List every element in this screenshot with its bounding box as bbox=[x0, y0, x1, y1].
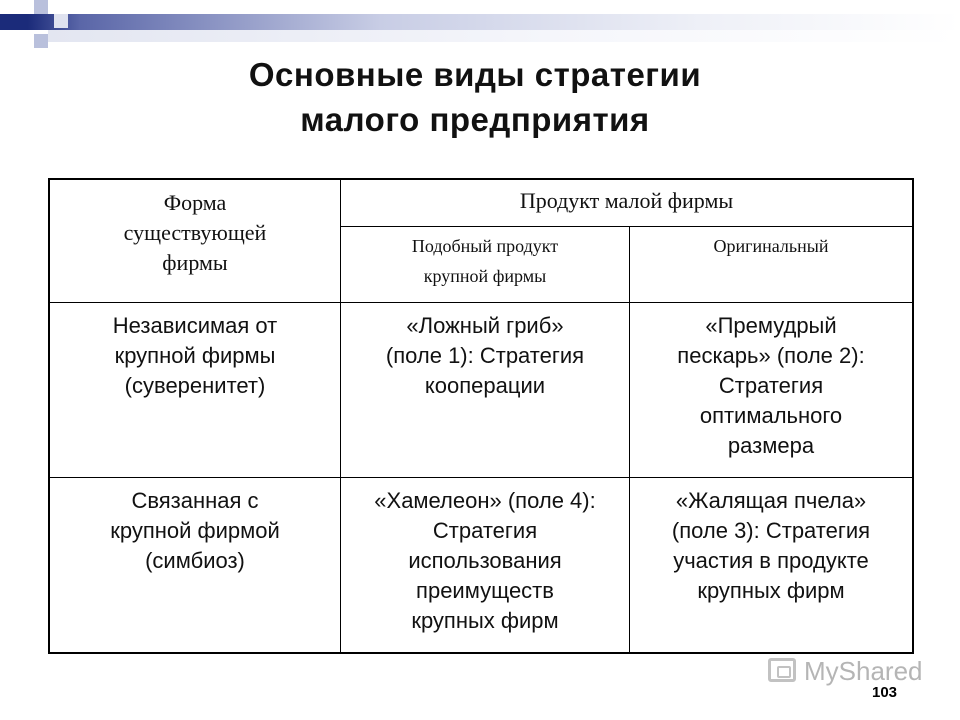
watermark-text: MyShared bbox=[804, 656, 923, 686]
subheader-similar-cell: Подобный продукт крупной фирмы bbox=[341, 227, 630, 303]
table-row bbox=[49, 303, 913, 478]
watermark-logo bbox=[768, 656, 928, 690]
row-original-cell: «Премудрый пескарь» (поле 2): Стратегия оптимального размера bbox=[630, 303, 914, 478]
slide-title-line: малого предприятия bbox=[300, 101, 650, 138]
header-gradient-strip bbox=[48, 30, 960, 42]
slide-title-line: Основные виды стратегии bbox=[248, 56, 702, 93]
slide-title bbox=[150, 52, 800, 142]
decor-square bbox=[34, 34, 48, 48]
header-product-cell: Продукт малой фирмы bbox=[341, 179, 914, 227]
page-number: 103 bbox=[872, 684, 898, 701]
projector-icon bbox=[768, 658, 796, 682]
strategy-table bbox=[48, 178, 914, 654]
table-row bbox=[49, 478, 913, 654]
header-gradient-bar bbox=[0, 14, 960, 30]
decor-square bbox=[14, 14, 28, 28]
header-form-cell: Форма существующей фирмы bbox=[49, 179, 341, 303]
subheader-original-cell: Оригинальный bbox=[630, 227, 914, 303]
header-decoration bbox=[0, 0, 960, 60]
decor-square bbox=[54, 14, 68, 28]
row-similar-cell: «Хамелеон» (поле 4): Стратегия использования преимуществ крупных фирм bbox=[341, 478, 630, 654]
row-form-cell: Связанная с крупной фирмой (симбиоз) bbox=[49, 478, 341, 654]
row-original-cell: «Жалящая пчела» (поле 3): Стратегия участия в продукте крупных фирм bbox=[630, 478, 914, 654]
row-similar-cell: «Ложный гриб» (поле 1): Стратегия кооперации bbox=[341, 303, 630, 478]
row-form-cell: Независимая от крупной фирмы (суверенитет) bbox=[49, 303, 341, 478]
decor-square bbox=[34, 0, 48, 14]
